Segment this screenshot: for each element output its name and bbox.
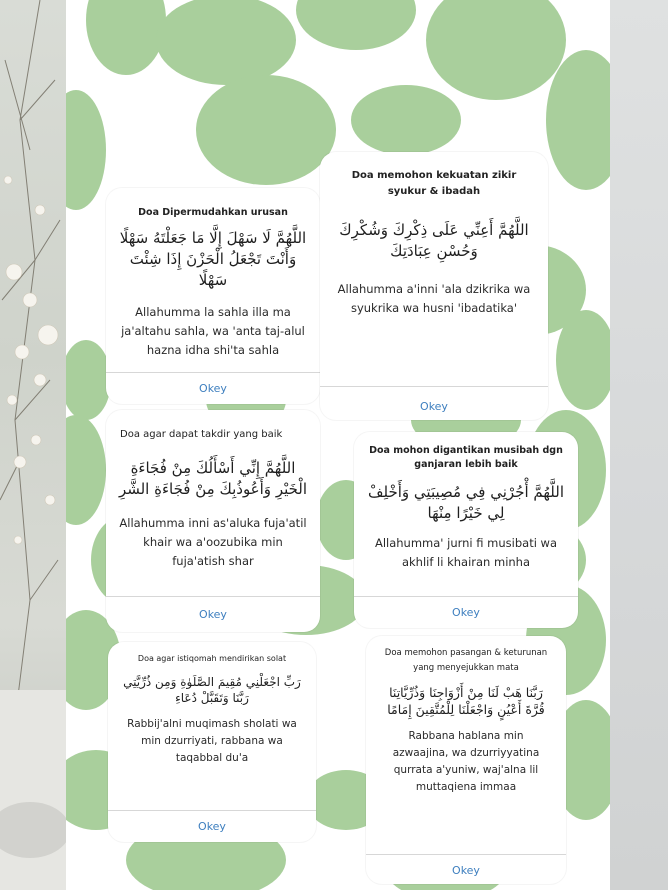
arabic-text: اللَّهُمَّ أَعِنِّي عَلَى ذِكْرِكَ وَشُكْرِكَ وَحُسْنِ عِبَادَتِكَ xyxy=(339,221,529,260)
dua-card xyxy=(106,188,320,404)
card-divider xyxy=(106,596,320,597)
card-divider xyxy=(108,810,316,811)
card-divider xyxy=(354,596,578,597)
card-title: Doa mohon digantikan musibah dgn ganjaran lebih baik xyxy=(369,445,563,470)
latin-text: Rabbana hablana min azwaajina, wa dzurriyyatina qurrata a'yuniw, waj'alna lil muttaqiena immaa xyxy=(392,730,540,793)
dua-card xyxy=(366,636,566,884)
latin-text: Allahumma a'inni 'ala dzikrika wa syukrika wa husni 'ibadatika' xyxy=(337,282,531,315)
dua-card xyxy=(320,152,548,420)
dua-card xyxy=(106,410,320,632)
latin-text: Allahumma inni as'aluka fuja'atil khair wa a'oozubika min fuja'atish shar xyxy=(119,516,307,568)
left-flower-photo xyxy=(0,0,66,890)
card-title: Doa memohon kekuatan zikir syukur & ibadah xyxy=(351,170,517,197)
okey-button[interactable]: Okey xyxy=(199,608,227,621)
cow-spot xyxy=(66,415,106,525)
okey-button[interactable]: Okey xyxy=(452,864,480,877)
latin-text: Rabbij'alni muqimash sholati wa min dzurriyati, rabbana wa taqabbal du'a xyxy=(127,718,297,764)
card-title: Doa agar istiqomah mendirikan solat xyxy=(137,654,287,663)
okey-button[interactable]: Okey xyxy=(452,606,480,619)
cow-spot xyxy=(351,85,461,155)
okey-button[interactable]: Okey xyxy=(198,820,226,833)
arabic-text: اللَّهُمَّ أْجُرْنِي فِي مُصِيبَتِي وَأَخْلِفْ لِي خَيْرًا مِنْهَا xyxy=(367,483,565,522)
cow-spot xyxy=(426,0,566,100)
cow-spot xyxy=(196,75,336,185)
card-divider xyxy=(366,854,566,855)
latin-text: Allahumma la sahla illa ma ja'altahu sahla, wa 'anta taj-alul hazna idha shi'ta sahla xyxy=(121,305,305,357)
card-title: Doa memohon pasangan & keturunan yang menyejukkan mata xyxy=(384,648,548,673)
right-background-photo xyxy=(610,0,668,890)
okey-button[interactable]: Okey xyxy=(420,400,448,413)
dua-card xyxy=(108,642,316,842)
arabic-text: اللَّهُمَّ لَا سَهْلَ إِلَّا مَا جَعَلْتَهُ سَهْلًا وَأَنْتَ تَجْعَلُ الْحَزْنَ إِذَا شِئْتَ سَهْلًا xyxy=(119,229,307,289)
card-title: Doa Dipermudahkan urusan xyxy=(138,207,288,218)
cow-spot xyxy=(86,0,166,75)
card-divider xyxy=(106,372,320,373)
arabic-text: اللَّهُمَّ إِنِّي أَسْأَلُكَ مِنْ فُجَاءَةِ الْخَيْرِ وَأَعُوذُبِكَ مِنْ فُجَاءَةِ الشَّرِ xyxy=(118,459,308,498)
cow-spot xyxy=(66,340,111,420)
card-title: Doa agar dapat takdir yang baik xyxy=(120,429,283,440)
cow-spot xyxy=(296,0,416,50)
flower-branch-icon xyxy=(0,0,66,890)
card-divider xyxy=(320,386,548,387)
cow-spot xyxy=(66,90,106,210)
arabic-text: رَبِّ اجْعَلْنِي مُقِيمَ الصَّلَوٰةِ وَمِن ذُرِّيَّتِي رَبَّنَا وَتَقَبَّلْ دُعَاءِ xyxy=(123,675,301,705)
dua-card xyxy=(354,432,578,628)
okey-button[interactable]: Okey xyxy=(199,382,227,395)
arabic-text: رَبَّنَا هَبْ لَنَا مِنْ أَزْوَاجِنَا وَذُرِّيَّاتِنَا قُرَّةَ أَعْيُنٍ وَاجْعَلْنَا لِلْمُتَّقِينَ إِمَامًا xyxy=(387,685,545,717)
cow-spot xyxy=(156,0,296,85)
latin-text: Allahumma' jurni fi musibati wa akhlif li khairan minha xyxy=(374,536,558,569)
